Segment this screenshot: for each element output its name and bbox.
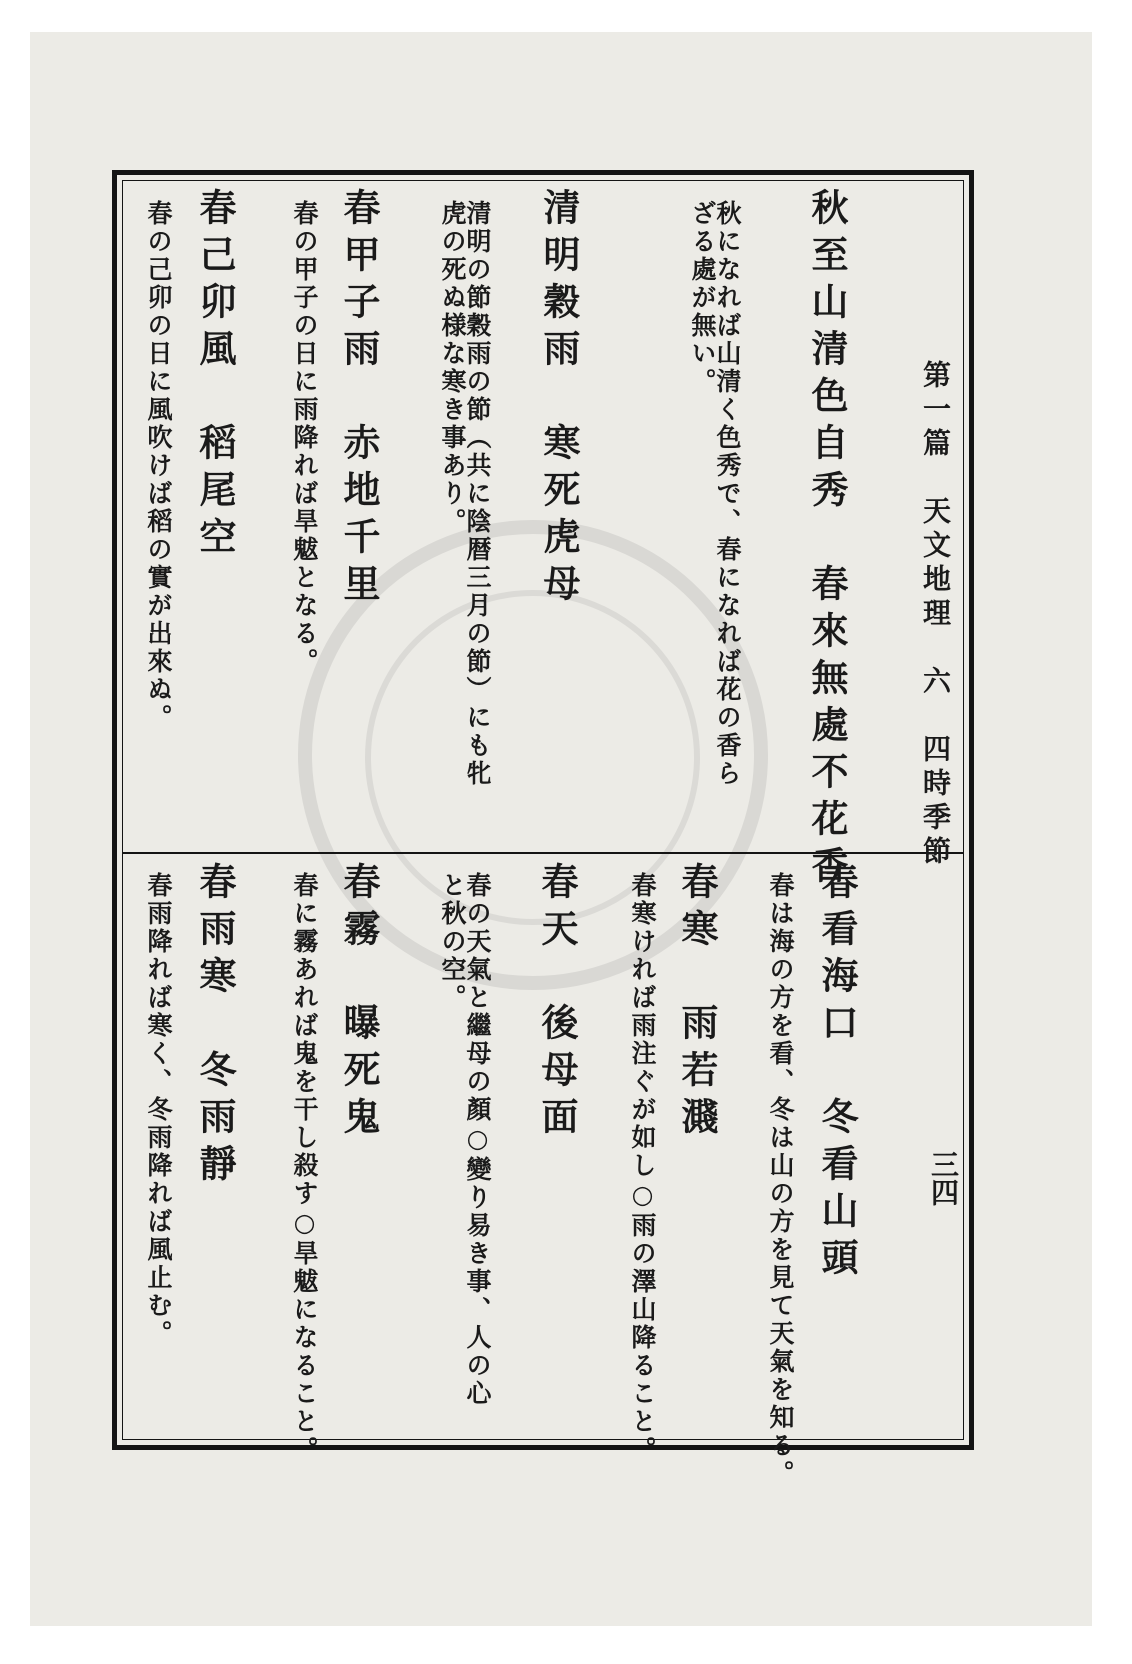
proverb-heading-6: 春寒 雨若濺 [675,862,719,1144]
proverb-heading-9: 春雨寒 冬雨靜 [193,862,237,1191]
proverb-note-6: 春寒ければ雨注ぐが如し○雨の澤山降ること。 [628,872,657,1464]
page-number: 三四 [927,1150,960,1206]
proverb-heading-2: 清明穀雨 寒死虎母 [537,188,581,611]
proverb-heading-5: 春看海口 冬看山頭 [815,862,859,1285]
proverb-note-8: 春に霧あれば鬼を干し殺す○旱魃になること。 [290,872,319,1464]
proverb-note-4: 春の己卯の日に風吹けば稻の實が出來ぬ。 [144,200,173,732]
proverb-heading-8: 春霧 曝死鬼 [337,862,381,1144]
proverb-note-1: 秋になれば山清く色秀で、春になれば花の香らざる處が無い。 [688,200,742,788]
proverb-note-3: 春の甲子の日に雨降れば旱魃となる。 [290,200,319,676]
proverb-heading-1: 秋至山清色自秀 春來無處不花香 [805,188,849,893]
proverb-note-2: 清明の節穀雨の節（共に陰暦三月の節）にも牝虎の死ぬ様な寒き事あり。 [438,200,492,788]
proverb-note-9: 春雨降れば寒く、冬雨降れば風止む。 [144,872,173,1348]
proverb-heading-3: 春甲子雨 赤地千里 [337,188,381,611]
proverb-heading-4: 春己卯風 稻尾空 [193,188,237,564]
proverb-heading-7: 春天 後母面 [535,862,579,1144]
proverb-note-5: 春は海の方を看、冬は山の方を見て天氣を知る。 [766,872,795,1488]
running-title: 第一篇 天文地理 六 四時季節 [919,360,952,870]
proverb-note-7: 春の天氣と繼母の顏○變り易き事、人の心と秋の空。 [438,872,492,1408]
